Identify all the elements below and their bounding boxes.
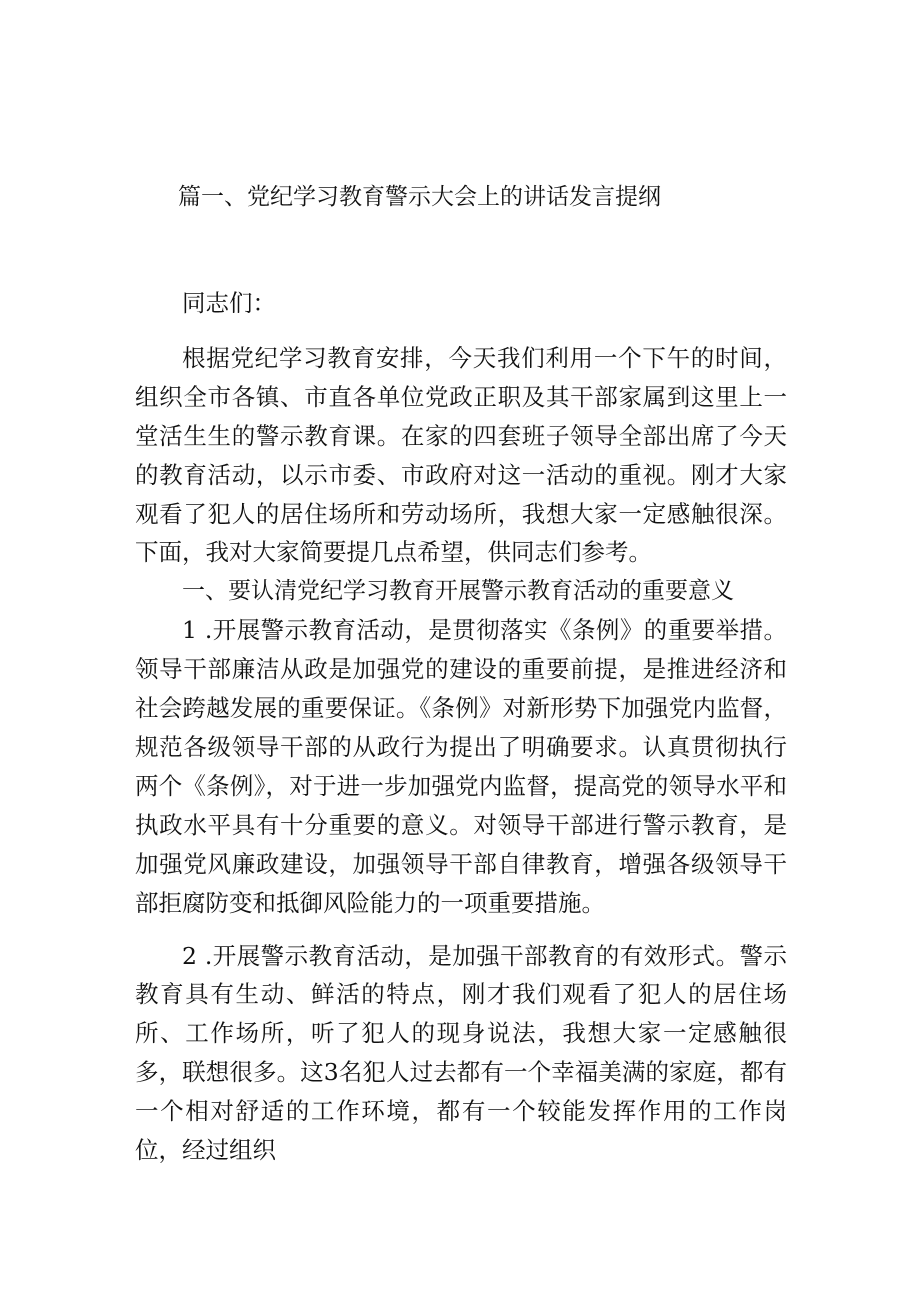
- point-one-paragraph: 1 .开展警示教育活动，是贯彻落实《条例》的重要举措。领导干部廉洁从政是加强党的建设的重要前提，是推进经济和社会跨越发展的重要保证。《条例》对新形势下加强党内监督，规范各级领导干部的从政行为提出了明确要求。认真贯彻执行两个《条例》，对于进一步加强党内监督，提高党的领导水平和执政水平具有十分重要的意义。对领导干部进行警示教育，是加强党风廉政建设，加强领导干部自律教育，增强各级领导干部拒腐防变和抵御风险能力的一项重要措施。: [135, 616, 787, 917]
- document-title: 篇一、党纪学习教育警示大会上的讲话发言提纲: [178, 184, 661, 210]
- section-one-heading: 一、要认清党纪学习教育开展警示教育活动的重要意义: [182, 578, 734, 605]
- point-two-paragraph: 2 .开展警示教育活动，是加强干部教育的有效形式。警示教育具有生动、鲜活的特点，刚才我们观看了犯人的居住场所、工作场所，听了犯人的现身说法，我想大家一定感触很多，联想很多。这3名犯人过去都有一个幸福美满的家庭，都有一个相对舒适的工作环境，都有一个较能发挥作用的工作岗位，经过组织: [135, 941, 787, 1165]
- intro-paragraph: 根据党纪学习教育安排，今天我们利用一个下午的时间，组织全市各镇、市直各单位党政正职及其干部家属到这里上一堂活生生的警示教育课。在家的四套班子领导全部出席了今天的教育活动，以示市委、市政府对这一活动的重视。刚才大家观看了犯人的居住场所和劳动场所，我想大家一定感触很深。下面，我对大家简要提几点希望，供同志们参考。: [135, 343, 787, 567]
- document-body: [135, 284, 787, 1170]
- salutation: 同志们：: [182, 289, 276, 317]
